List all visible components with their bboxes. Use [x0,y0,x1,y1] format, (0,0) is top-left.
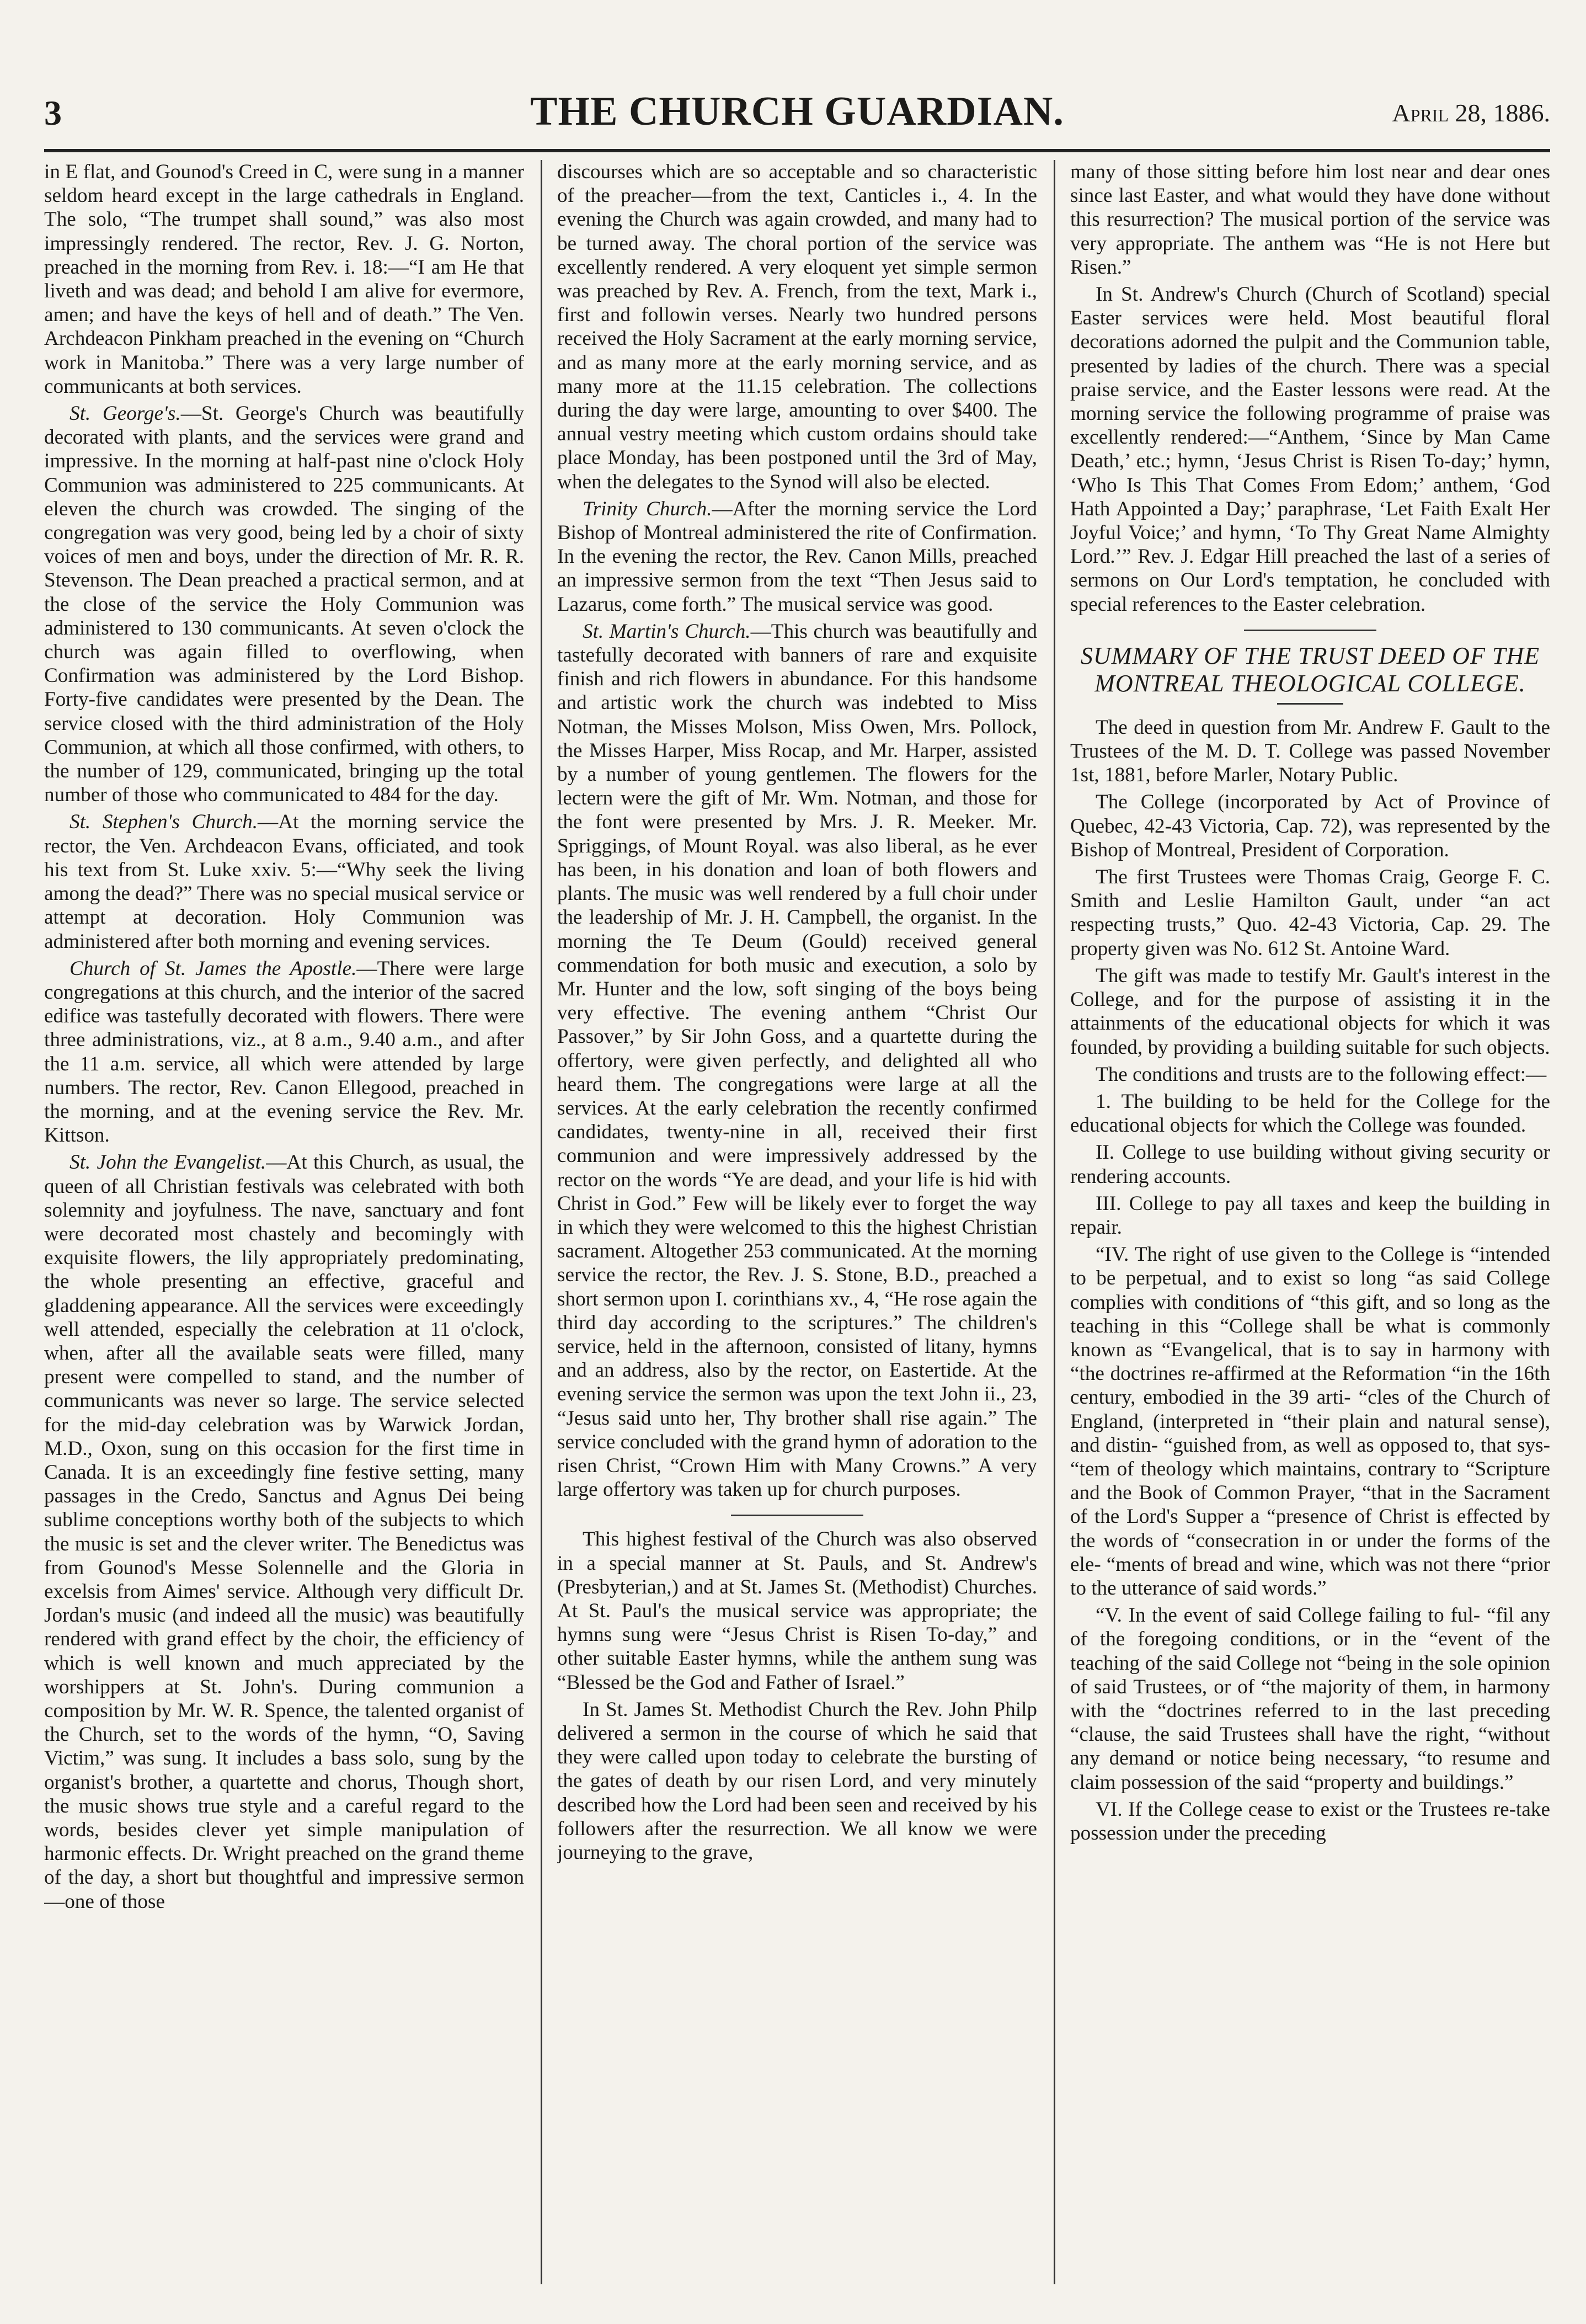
article-paragraph: The conditions and trusts are to the following effect:— [1096,1063,1547,1086]
title-divider [1277,703,1343,705]
article-paragraph: in E flat, and Gounod's Creed in C, were sung in a manner seldom heard except in the large cathedrals in England. The solo, “The trumpet shall sound,” was also most impressingly rendered. The rector, Rev. J. G. Norton, preached in the morning from Rev. i. 18:—“I am He that liveth and was dead; and behold I am alive for evermore, amen; and have the keys of hell and of death.” The Ven. Archdeacon Pinkham preached in the evening on “Church work in Manitoba.” There was a very large number of communicants at both services. [44,161,524,398]
article-paragraph [557,620,1037,1502]
article-paragraph [44,1150,524,1913]
article-paragraph: “V. In the event of said College failing to ful- “fil any of the foregoing conditions, or in the “event of the teaching of the said College not “being in the sole opinion of said Trustees, or of “the majority of them, in harmony with the “doctrines referred to in the last preceding “clause, the said Trustees shall have the right, “without any demand or notice being necessary, “to resume and claim possession of the said “property and buildings.” [1070,1604,1550,1794]
article-paragraph: In St. Andrew's Church (Church of Scotland) special Easter services were held. Most beautiful floral decorations adorned the pulpit and the Communion table, presented by ladies of the church. There was a special praise service, and the Easter lessons were read. At the morning service the following programme of praise was excellently rendered:—“Anthem, ‘Since by Man Came Death,’ etc.; hymn, ‘Jesus Christ is Risen To-day;’ hymn, ‘Who Is This That Comes From Edom;’ anthem, ‘God Hath Appointed a Day;’ paraphrase, ‘Let Faith Exalt Her Joyful Voice;’ and hymn, ‘To Thy Great Name Almighty Lord.’” Rev. J. Edgar Hill preached the last of a series of sermons on Our Lord's temptation, he concluded with special references to the Easter celebration. [1070,283,1550,616]
column-divider [541,160,542,2284]
article-paragraph [557,497,1037,616]
section-heading: St. John the Evangelist. [70,1151,266,1174]
masthead [44,88,1550,149]
paragraph-text: —After the morning service the Lord Bishop of Montreal administered the rite of Confirmation. In the evening the rector, the Rev. Canon Mills, preached an impressive sermon from the text “Then Jesus said to Lazarus, come forth.” The musical service was good. [557,497,1037,616]
issue-date: April 28, 1886. [1392,99,1550,127]
article-paragraph: III. College to pay all taxes and keep the building in repair. [1070,1192,1550,1239]
paragraph-text: —This church was beautifully and tastefully decorated with banners of rare and exquisite finish and rich flowers in abundance. For this handsome and artistic work the church was indebted to Miss Notman, the Misses Molson, Miss Owen, Mrs. Pollock, the Misses Harper, Miss Rocap, and Mr. Harper, assisted by a number of young gentlemen. The flowers for the lectern were the gift of Mr. Wm. Notman, and those for the font were presented by Mrs. J. R. Meeker. Mr. Spriggings, of Mount Royal. was also liberal, as he ever has been, in his donation and loan of both flowers and plants. The music was well rendered by a full choir under the leadership of Mr. J. H. Campbell, the organist. In the morning the Te Deum (Gould) received general commendation for both music and execution, a solo by Mr. Hunter and the low, soft singing of the boys being very effective. The evening anthem “Christ Our Passover,” by Sir John Goss, and a quartette during the offertory, were given perfectly, and delighted all who heard them. The congregations were large at all the services. At the early celebration the recently confirmed candidates, twenty-nine in all, received their first communion and were impressively addressed by the rector on the words “Ye are dead, and your life is hid with Christ in God.” Few will be likely ever to forget the way in which they were welcomed to this the highest Christian sacrament. Altogether 253 communicated. At the morning service the rector, the Rev. J. S. Stone, B.D., preached a short sermon upon I. corinthians xv., 4, “He rose again the third day according to the scriptures.” The children's service, held in the afternoon, consisted of litany, hymns and an address, also by the rector, on Eastertide. At the evening service the sermon was upon the text John ii., 23, “Jesus said unto her, Thy brother shall rise again.” The service concluded with the grand hymn of adoration to the risen Christ, “Crown Him with Many Crowns.” A very large offertory was taken up for church purposes. [557,620,1037,1501]
article-paragraph: In St. James St. Methodist Church the Rev. John Philp delivered a sermon in the course of which he said that they were called upon today to celebrate the bursting of the gates of death by our risen Lord, and very minutely described how the Lord had been seen and received by his followers after the resurrection. We all know we were journeying to the grave, [557,1698,1037,1864]
section-heading: St. Stephen's Church. [70,811,258,834]
paragraph-text: —At this Church, as usual, the queen of all Christian festivals was celebrated with both solemnity and joyfulness. The nave, sanctuary and font were decorated most chastely and becomingly with exquisite flowers, the lily appropriately predominating, the whole presenting an effective, graceful and gladdening appearance. All the services were exceedingly well attended, especially the celebration at 11 o'clock, when, after all the available seats were filled, many present were compelled to stand, and the number of communicants was never so large. The service selected for the mid-day celebration was by Warwick Jordan, M.D., Oxon, sung on this occasion for the first time in Canada. It is an exceedingly fine festive setting, many passages in the Credo, Sanctus and Agnus Dei being sublime conceptions worthy both of the subjects to which the music is set and the clever writer. The Benedictus was from Gounod's Messe Solennelle and the Gloria in excelsis from Aimes' service. Although very difficult Dr. Jordan's music (and indeed all the music) was beautifully rendered with grand effect by the choir, the efficiency of which is well known and much appreciated by the worshippers at St. John's. During communion a composition by Mr. W. R. Spence, the talented organist of the Church, set to the words of the hymn, “O, Saving Victim,” was sung. It includes a bass solo, sung by the organist's brother, a quartette and chorus, Though short, the music shows true style and a careful regard to the words, besides clever yet simple manipulation of harmonic effects. Dr. Wright preached on the grand theme of the day, a short but thoughtful and impressive sermon—one of those [44,1151,524,1913]
paragraph-text: —St. George's Church was beautifully decorated with plants, and the services were grand and impressive. In the morning at half-past nine o'clock Holy Communion was administered to 225 communicants. At eleven the church was crowded. The singing of the congregation was very good, being led by a choir of sixty voices of men and boys, under the direction of Mr. R. R. Stevenson. The Dean preached a practical sermon, and at the close of the service the Holy Communion was administered to 130 communicants. At seven o'clock the church was again filled to overflowing, when Confirmation was administered by the Lord Bishop. Forty-five candidates were presented by the Dean. The service closed with the third administration of the Holy Communion, at which all those confirmed, with others, to the number of 129, communicated, bringing up the total number of those who communicated to 484 for the day. [44,402,524,807]
article-paragraph: “IV. The right of use given to the College is “intended to be perpetual, and to exist so long “as said College complies with conditions of “this gift, and so long as the teaching in this “College shall be what is commonly known as “Evangelical, that is to say in harmony with “the doctrines re-affirmed at the Reformation “in the 16th century, embodied in the 39 arti- “cles of the Church of England, (interpreted in “their plain and natural sense), and distin- “guished from, as well as opposed to, that sys- “tem of theology which maintains, contrary to “Scripture and the Book of Common Prayer, “that in the Sacrament of the Lord's Supper a “presence of Christ is effected by the words of “consecration in or under the forms of the ele- “ments of bread and wine, which was not there “prior to the utterance of said words.” [1070,1243,1550,1600]
article-paragraph [44,402,524,807]
newspaper-title: THE CHURCH GUARDIAN. [530,89,1064,134]
section-heading: Church of St. James the Apostle. [70,957,357,980]
paragraph-text: —There were large congregations at this church, and the interior of the sacred edifice was tastefully decorated with flowers. There were three administrations, viz., at 8 a.m., 9.40 a.m., and after the 11 a.m. service, all which were attended by large numbers. The rector, Rev. Canon Ellegood, preached in the morning, and at the evening service the Rev. Mr. Kittson. [44,957,524,1147]
article-title: SUMMARY OF THE TRUST DEED OF THE MONTREAL THEOLOGICAL COLLEGE. [1080,642,1540,697]
section-divider [1244,630,1376,631]
article-paragraph: many of those sitting before him lost near and dear ones since last Easter, and what would they have done without this resurrection? The musical portion of the service was very appropriate. The anthem was “He is not Here but Risen.” [1070,161,1550,279]
newspaper-page [44,88,1550,2284]
section-heading: Trinity Church. [583,497,712,520]
article-paragraph: This highest festival of the Church was also observed in a special manner at St. Pauls, and St. Andrew's (Presbyterian,) and at St. James St. (Methodist) Churches. At St. Paul's the musical service was appropriate; the hymns sung were “Jesus Christ is Risen To-day,” and other suitable Easter hymns, while the anthem sung was “Blessed be the God and Father of Israel.” [557,1528,1037,1694]
column-2 [557,160,1037,2284]
article-paragraph: II. College to use building without giving security or rendering accounts. [1070,1141,1550,1188]
article-paragraph [44,957,524,1148]
page-number: 3 [44,93,62,132]
article-paragraph: VI. If the College cease to exist or the Trustees re-take possession under the preceding [1070,1798,1550,1845]
column-divider [1054,160,1055,2284]
article-paragraph: The first Trustees were Thomas Craig, George F. C. Smith and Leslie Hamilton Gault, under “an act respecting trusts,” Quo. 42-43 Victoria, Cap. 29. The property given was No. 612 St. Antoine Ward. [1070,866,1550,960]
section-heading: St. George's. [70,402,181,425]
article-paragraph: The College (incorporated by Act of Province of Quebec, 42-43 Victoria, Cap. 72), was represented by the Bishop of Montreal, President of Corporation. [1070,791,1550,861]
masthead-rule [44,149,1550,152]
section-divider [731,1515,863,1516]
column-3 [1070,160,1550,2284]
article-paragraph: 1. The building to be held for the College for the educational objects for which the College was founded. [1070,1090,1550,1137]
section-heading: St. Martin's Church. [583,620,751,643]
paragraph-text: —At the morning service the rector, the Ven. Archdeacon Evans, officiated, and took his text from St. Luke xxiv. 5:—“Why seek the living among the dead?” There was no special musical service or attempt at decoration. Holy Communion was administered after both morning and evening services. [44,811,524,953]
article-paragraph: discourses which are so acceptable and so characteristic of the preacher—from the text, Canticles i., 4. In the evening the Church was again crowded, and many had to be turned away. The choral portion of the service was excellently rendered. A very eloquent yet simple sermon was preached by Rev. A. French, from the text, Mark i., first and followin verses. Nearly two hundred persons received the Holy Sacrament at the early morning service, and as many more at the early morning service, and as many more at the 11.15 celebration. The collections during the day were large, amounting to over $400. The annual vestry meeting which custom ordains should take place Monday, has been postponed until the 3rd of May, when the delegates to the Synod will also be elected. [557,161,1037,493]
column-1 [44,160,524,2284]
article-paragraph: The gift was made to testify Mr. Gault's interest in the College, and for the purpose of assisting it in the attainments of the educational objects for which it was founded, by providing a building suitable for such objects. [1070,964,1550,1059]
article-paragraph: The deed in question from Mr. Andrew F. Gault to the Trustees of the M. D. T. College was passed November 1st, 1881, before Marler, Notary Public. [1070,716,1550,787]
article-paragraph [44,810,524,953]
